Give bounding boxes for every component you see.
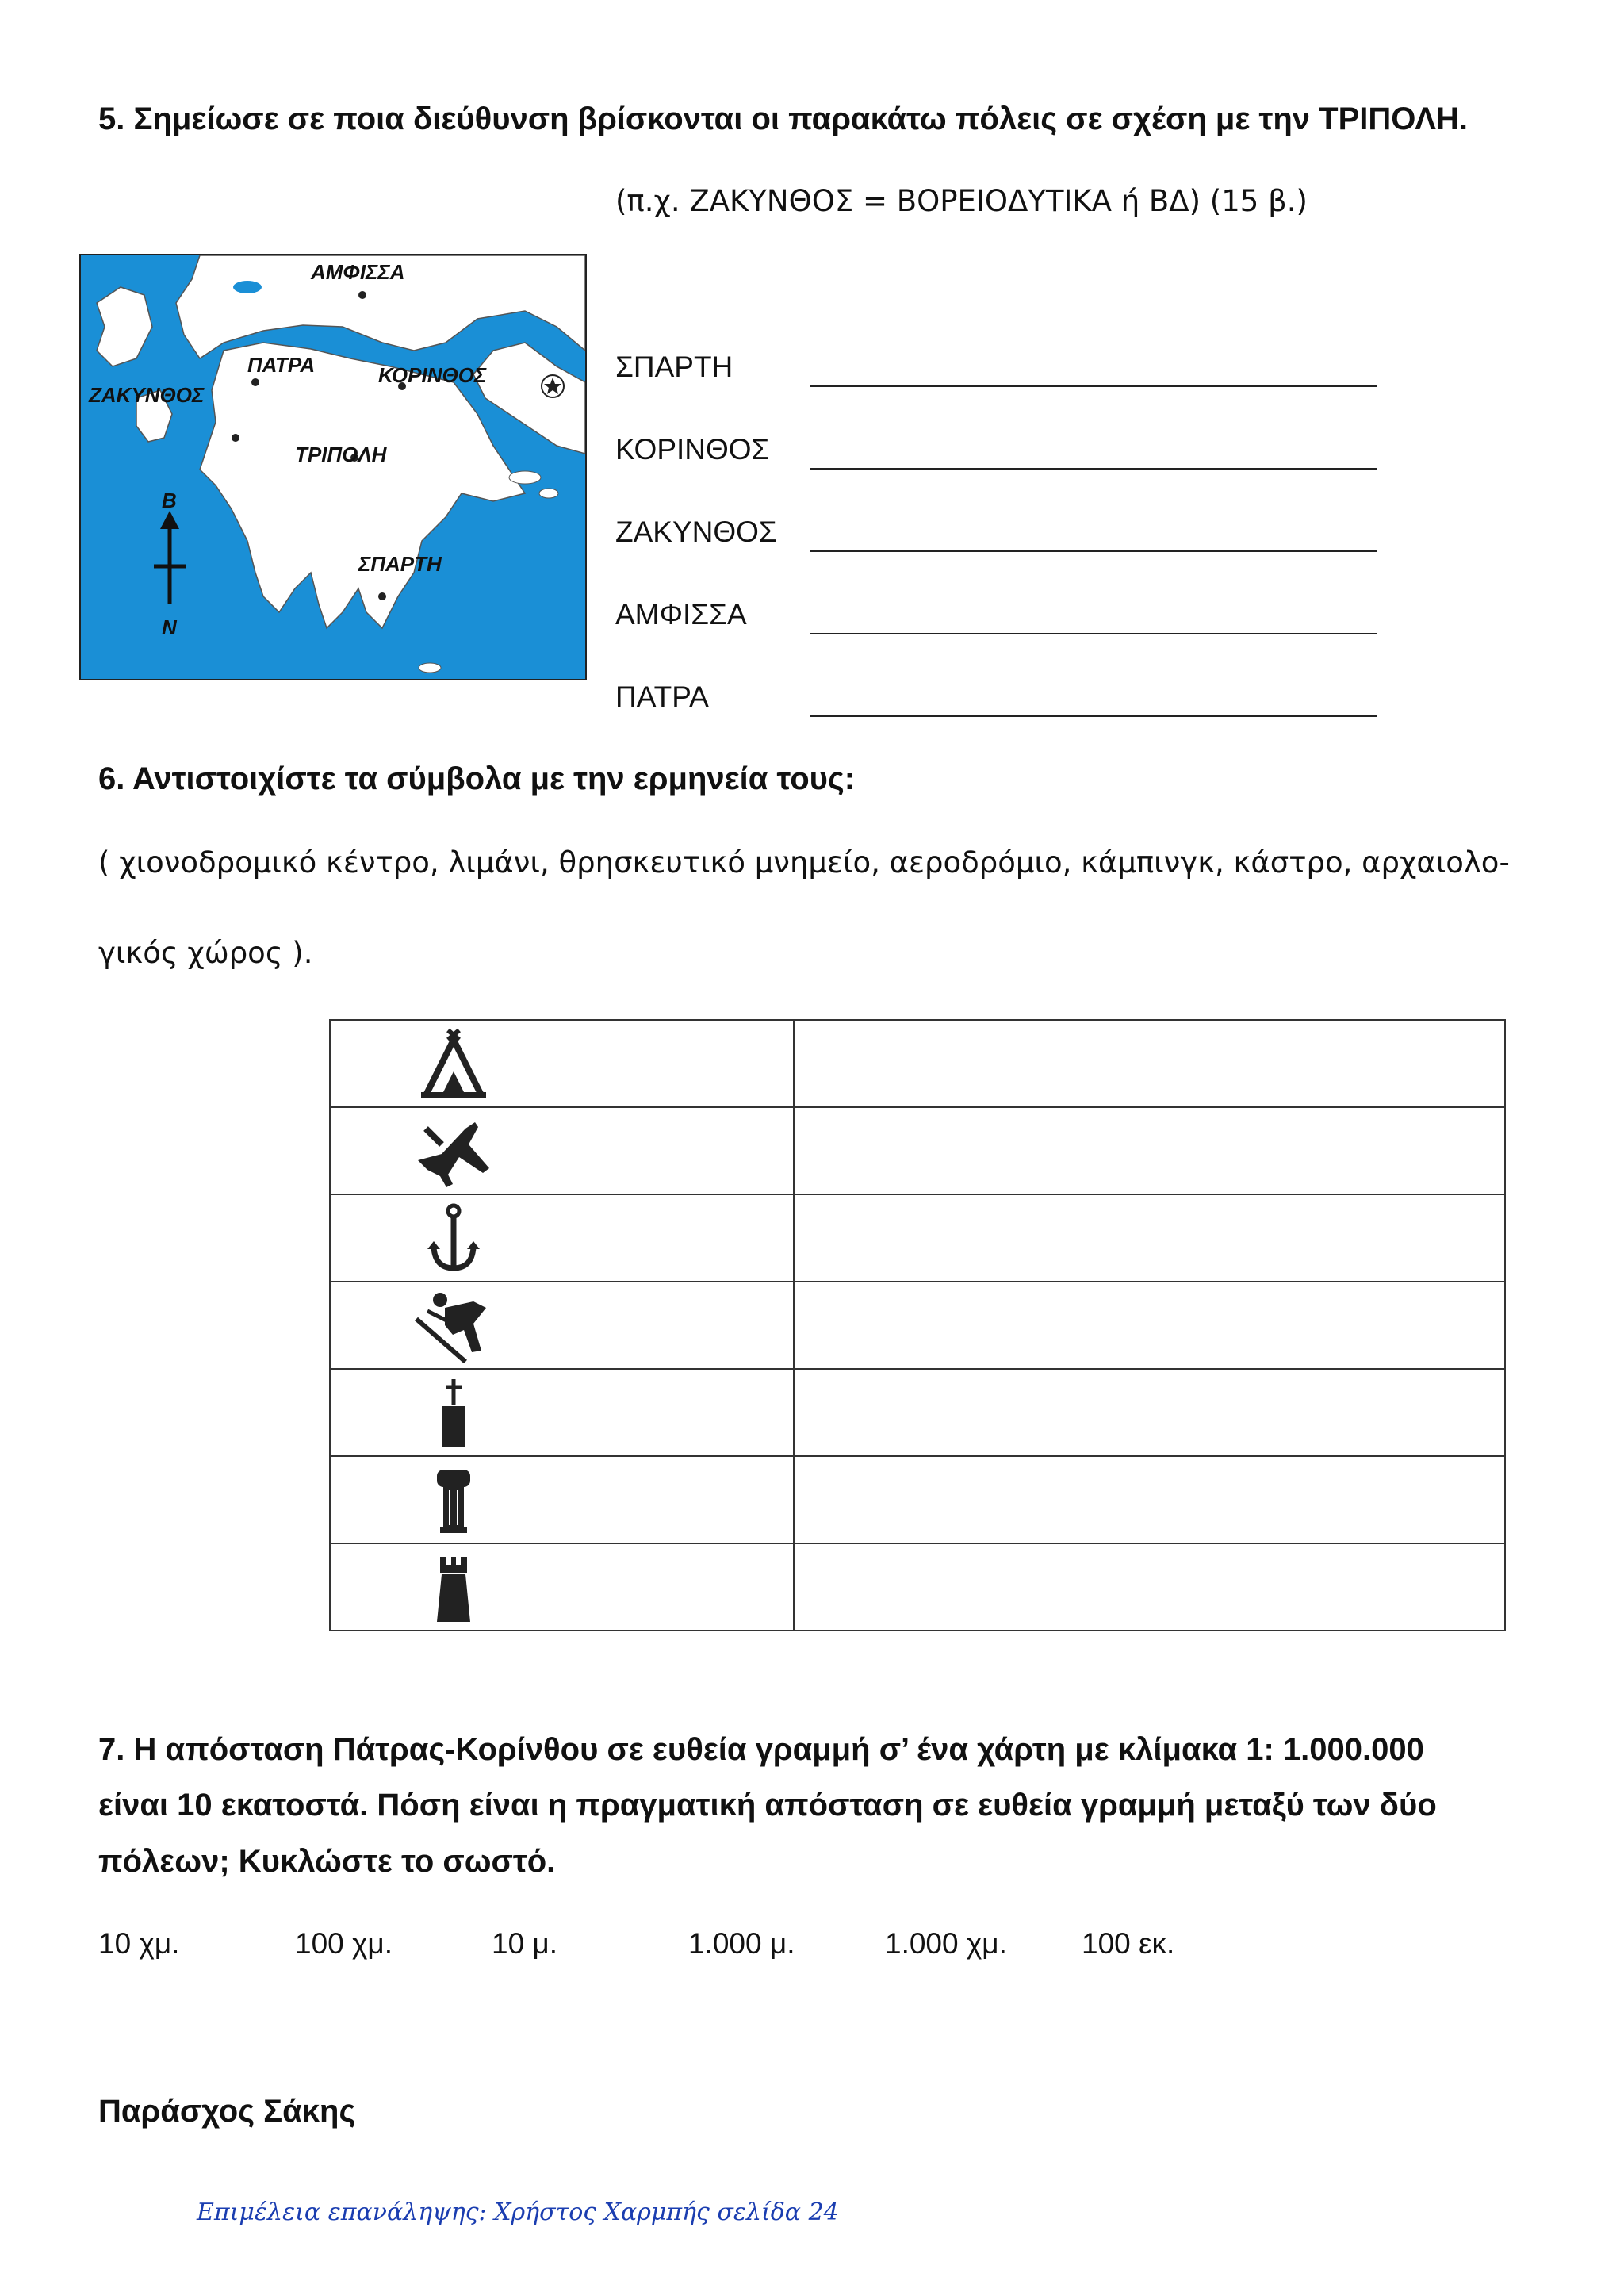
symbol-cell bbox=[330, 1369, 794, 1456]
airplane-icon bbox=[410, 1113, 497, 1189]
question-5-example: (π.χ. ΖΑΚΥΝΘΟΣ = ΒΟΡΕΙΟΔΥΤΙΚΑ ή ΒΔ) (15 β.) bbox=[615, 184, 1308, 218]
table-row bbox=[330, 1020, 1505, 1107]
page-footer: Επιμέλεια επανάληψης: Χρήστος Χαρμπής σελίδα 24 bbox=[197, 2198, 839, 2226]
answer-cell[interactable] bbox=[794, 1282, 1505, 1369]
peloponnese-map bbox=[79, 254, 587, 680]
anchor-icon bbox=[410, 1200, 497, 1276]
answer-line[interactable] bbox=[810, 550, 1377, 552]
answer-row-patra bbox=[615, 673, 1377, 720]
answer-option[interactable]: 10 μ. bbox=[492, 1927, 558, 1960]
question-7-line1: 7. Η απόσταση Πάτρας-Κορίνθου σε ευθεία γραμμή σ’ ένα χάρτη με κλίμακα 1: 1.000.000 bbox=[98, 1732, 1424, 1767]
answer-line[interactable] bbox=[810, 633, 1377, 634]
answer-line[interactable] bbox=[810, 385, 1377, 387]
question-5-title: 5. Σημείωσε σε ποια διεύθυνση βρίσκονται οι παρακάτω πόλεις σε σχέση με την ΤΡΙΠΟΛΗ. bbox=[98, 102, 1468, 136]
answer-row-sparti bbox=[615, 343, 1377, 390]
question-6-options-line1: ( χιονοδρομικό κέντρο, λιμάνι, θρησκευτικό μνημείο, αεροδρόμιο, κάμπινγκ, κάστρο, αρχαιολο- bbox=[98, 845, 1510, 880]
table-row bbox=[330, 1543, 1505, 1631]
question-6-title: 6. Αντιστοιχίστε τα σύμβολα με την ερμηνεία τους: bbox=[98, 761, 856, 796]
symbol-cell bbox=[330, 1282, 794, 1369]
compass-south-label: Ν bbox=[162, 615, 177, 639]
table-row bbox=[330, 1456, 1505, 1543]
skier-icon bbox=[410, 1287, 497, 1363]
column-icon bbox=[410, 1462, 497, 1538]
map-label-sparti: ΣΠΑΡΤΗ bbox=[358, 552, 442, 576]
answer-row-zakynthos bbox=[615, 508, 1377, 555]
answer-cell[interactable] bbox=[794, 1456, 1505, 1543]
symbol-cell bbox=[330, 1020, 794, 1107]
city-label: ΚΟΡΙΝΘΟΣ bbox=[615, 433, 770, 466]
map-label-zakynthos: ΖΑΚΥΝΘΟΣ bbox=[89, 383, 205, 407]
answer-cell[interactable] bbox=[794, 1194, 1505, 1282]
compass-north-label: Β bbox=[162, 489, 177, 512]
table-row bbox=[330, 1107, 1505, 1194]
answer-row-korinthos bbox=[615, 425, 1377, 473]
symbol-cell bbox=[330, 1456, 794, 1543]
answer-option[interactable]: 100 χμ. bbox=[295, 1927, 393, 1960]
map-label-korinthos: ΚΟΡΙΝΘΟΣ bbox=[378, 363, 487, 387]
church-icon bbox=[410, 1374, 497, 1451]
answer-option[interactable]: 100 εκ. bbox=[1082, 1927, 1175, 1960]
map-label-tripoli: ΤΡΙΠΟΛΗ bbox=[295, 443, 387, 466]
map-label-amfissa: ΑΜΦΙΣΣΑ bbox=[311, 260, 405, 284]
table-row bbox=[330, 1282, 1505, 1369]
table-row bbox=[330, 1194, 1505, 1282]
symbol-cell bbox=[330, 1543, 794, 1631]
author-name: Παράσχος Σάκης bbox=[98, 2094, 356, 2129]
answer-line[interactable] bbox=[810, 715, 1377, 717]
answer-option[interactable]: 10 χμ. bbox=[98, 1927, 180, 1960]
answer-cell[interactable] bbox=[794, 1543, 1505, 1631]
city-label: ΑΜΦΙΣΣΑ bbox=[615, 598, 747, 631]
question-7-line3: πόλεων; Κυκλώστε το σωστό. bbox=[98, 1844, 556, 1879]
answer-cell[interactable] bbox=[794, 1369, 1505, 1456]
answer-cell[interactable] bbox=[794, 1107, 1505, 1194]
city-label: ΣΠΑΡΤΗ bbox=[615, 351, 733, 383]
city-label: ΠΑΤΡΑ bbox=[615, 680, 709, 713]
answer-option[interactable]: 1.000 μ. bbox=[688, 1927, 795, 1960]
question-6-options-line2: γικός χώρος ). bbox=[98, 936, 313, 970]
question-7-line2: είναι 10 εκατοστά. Πόση είναι η πραγματική απόσταση σε ευθεία γραμμή μεταξύ των δύο bbox=[98, 1788, 1437, 1823]
answer-cell[interactable] bbox=[794, 1020, 1505, 1107]
city-label: ΖΑΚΥΝΘΟΣ bbox=[615, 516, 777, 548]
symbol-table bbox=[329, 1019, 1506, 1631]
symbol-cell bbox=[330, 1194, 794, 1282]
castle-icon bbox=[410, 1549, 497, 1625]
map-label-patra: ΠΑΤΡΑ bbox=[247, 353, 316, 377]
answer-option[interactable]: 1.000 χμ. bbox=[885, 1927, 1007, 1960]
tent-icon bbox=[410, 1025, 497, 1102]
answer-row-amfissa bbox=[615, 590, 1377, 638]
table-row bbox=[330, 1369, 1505, 1456]
answer-line[interactable] bbox=[810, 468, 1377, 470]
symbol-cell bbox=[330, 1107, 794, 1194]
